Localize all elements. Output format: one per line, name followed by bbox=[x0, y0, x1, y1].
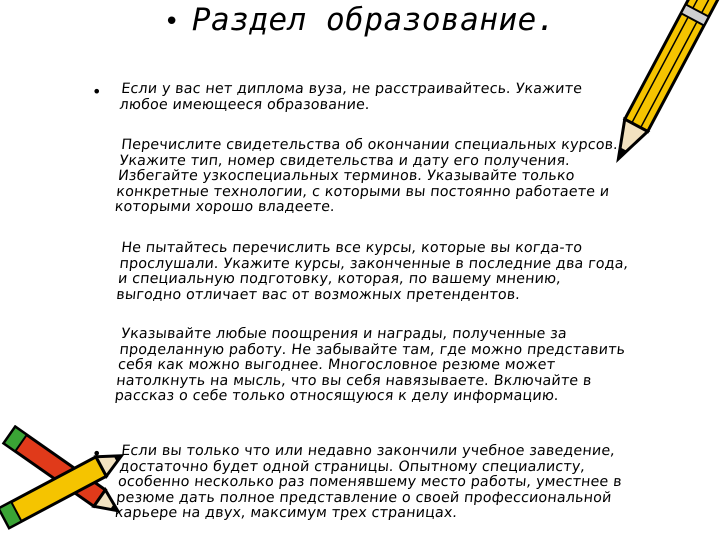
bullet-marker: • bbox=[92, 444, 102, 463]
paragraph-line: и специальную подготовку, которая, по вашему мнению, bbox=[117, 271, 562, 288]
paragraph-line: резюме дать полное представление о своей профессиональной bbox=[115, 489, 613, 506]
paragraph-line: Если вы только что или недавно закончили учебное заведение, bbox=[120, 443, 616, 459]
paragraph-line: которыми хорошо владеете. bbox=[113, 199, 336, 216]
paragraph-line: выгодно отличает вас от возможных претендентов. bbox=[115, 286, 521, 303]
paragraph-resume-length bbox=[114, 444, 712, 522]
title-bullet: • bbox=[164, 7, 180, 37]
title-label: Раздел образование. bbox=[191, 2, 556, 38]
slide-title-text bbox=[164, 2, 556, 38]
paragraph-line: любое имеющееся образование. bbox=[118, 96, 371, 113]
paragraph-line: Перечислите свидетельства об окончании специальных курсов. bbox=[120, 137, 619, 153]
paragraph-line: проделанную работу. Не забывайте там, где можно представить bbox=[118, 341, 627, 358]
paragraph-diploma bbox=[119, 82, 712, 113]
paragraph-awards bbox=[114, 327, 712, 405]
paragraph-line: Избегайте узкоспециальных терминов. Указывайте только bbox=[117, 168, 576, 185]
pencils-icon bbox=[0, 425, 130, 540]
paragraph-line: прослушали. Укажите курсы, законченные в последние два года, bbox=[118, 255, 630, 272]
paragraph-line: Укажите тип, номер свидетельства и дату его получения. bbox=[118, 152, 571, 169]
paragraph-line: Не пытайтесь перечислить все курсы, которые вы когда-то bbox=[120, 240, 583, 256]
paragraph-courses bbox=[115, 241, 712, 303]
paragraph-line: рассказ о себе только относящуюся к делу информацию. bbox=[113, 388, 560, 405]
paragraph-certificates bbox=[114, 138, 712, 216]
paragraph-line: карьере на двух, максимум трех страницах. bbox=[113, 505, 459, 522]
paragraph-line: Указывайте любые поощрения и награды, полученные за bbox=[120, 326, 568, 342]
paragraph-line: Если у вас нет диплома вуза, не расстраивайтесь. Укажите bbox=[120, 81, 583, 97]
paragraph-line: себя как можно выгоднее. Многословное резюме может bbox=[117, 357, 556, 374]
paragraph-line: натолкнуть на мысль, что вы себя навязываете. Включайте в bbox=[115, 372, 593, 389]
paragraph-line: конкретные технологии, с которыми вы постоянно работаете и bbox=[115, 183, 611, 200]
paragraph-line: особенно несколько раз поменявшему место работы, уместнее в bbox=[117, 474, 623, 491]
bullet-marker: • bbox=[92, 82, 102, 101]
paragraph-line: достаточно будет одной страницы. Опытному специалисту, bbox=[118, 458, 586, 475]
